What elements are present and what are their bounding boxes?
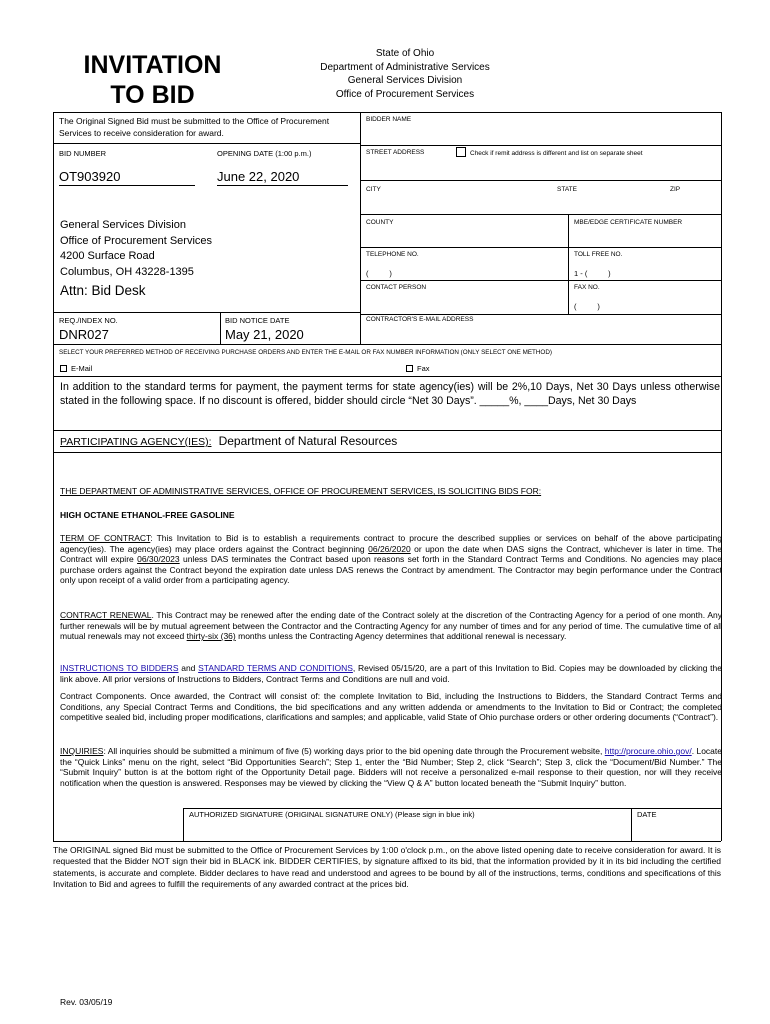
renewal-text: . This Contract may be renewed after the ending date of the Contract solely at the discretion of the Contracting Agency for a period of one month. Any further renewals will be by mutual agreement between the Contractor and the Contracting Agency for any number of times and for any period of time. The cumulative time of all mutual renewals may not exceed <box>60 610 722 642</box>
bid-notice-date-label: BID NOTICE DATE <box>225 316 290 325</box>
bid-number-label: BID NUMBER <box>59 149 107 158</box>
county-field[interactable]: COUNTY <box>366 219 394 226</box>
contract-renewal <box>60 610 722 642</box>
toll-free-label: TOLL FREE NO. <box>574 251 623 258</box>
term-of-contract <box>60 533 722 586</box>
authorized-signature-field[interactable]: AUTHORIZED SIGNATURE (ORIGINAL SIGNATURE ONLY) (Please sign in blue ink) <box>189 810 475 819</box>
agency-header <box>290 47 520 101</box>
address-line: 4200 Surface Road <box>60 250 155 262</box>
bid-notice-date-value: May 21, 2020 <box>225 327 304 342</box>
remit-address-option[interactable] <box>456 147 643 158</box>
contract-components <box>60 691 722 723</box>
state-field[interactable]: STATE <box>557 186 577 193</box>
term-heading: TERM OF CONTRACT <box>60 533 151 543</box>
submit-note: The Original Signed Bid must be submitted to the Office of Procurement Services to receive consideration for award. <box>59 116 330 138</box>
product-name: HIGH OCTANE ETHANOL-FREE GASOLINE <box>60 510 235 520</box>
term-text: or upon the date when DAS signs the Contract, whichever is later in time. The Contract will expire <box>60 543 722 565</box>
remit-checkbox-label: Check if remit address is different and list on separate sheet <box>470 150 643 157</box>
agency-line: Department of Administrative Services <box>320 61 490 73</box>
agency-line: Office of Procurement Services <box>335 88 475 100</box>
mbe-edge-field[interactable]: MBE/EDGE CERTIFICATE NUMBER <box>574 219 683 226</box>
req-index-label: REQ./INDEX NO. <box>59 316 118 325</box>
instructions-text: , Revised 05/15/20, are a part of this Invitation to Bid. Copies may be downloaded by clicking the link above. All prior versions of Instructions to Bidders, Contract Terms and Conditions are null and void. <box>60 663 722 684</box>
bid-number: OT903920 <box>59 169 195 186</box>
inquiries-paragraph <box>60 746 722 788</box>
fax-option-label: Fax <box>417 364 430 373</box>
address-line: Office of Procurement Services <box>60 234 213 247</box>
renewal-heading: CONTRACT RENEWAL <box>60 610 152 620</box>
participating-agency-value: Department of Natural Resources <box>218 434 398 448</box>
req-index-value: DNR027 <box>59 327 109 342</box>
contract-start-date: 06/26/2020 <box>368 543 411 554</box>
title-line-1: INVITATION <box>83 51 222 79</box>
participating-agency <box>60 434 397 449</box>
zip-field[interactable]: ZIP <box>670 186 681 193</box>
term-text: unless DAS terminates the Contract based upon reasons set forth in the Standard Contract Terms and Conditions. No agencies may place purchase orders against the Contract beyond the expiration date unless DAS renews the Contract by amendment. The Contractor may begin performance under the Contract only upon receipt of a valid order from a participating agency. <box>60 554 722 586</box>
email-option-label: E-Mail <box>71 364 93 373</box>
title-line-2: TO BID <box>110 81 195 109</box>
mailing-address <box>60 218 212 280</box>
remit-checkbox[interactable] <box>456 147 466 157</box>
fax-label: FAX NO. <box>574 284 600 291</box>
contact-person-field[interactable]: CONTACT PERSON <box>366 284 427 291</box>
inquiries-heading: INQUIRIES <box>60 746 104 756</box>
bidder-name-field[interactable]: BIDDER NAME <box>366 116 412 123</box>
instructions-to-bidders-link[interactable]: INSTRUCTIONS TO BIDDERS <box>60 663 179 673</box>
street-address-field[interactable]: STREET ADDRESS <box>366 149 425 156</box>
procurement-website-link[interactable]: http://procure.ohio.gov/ <box>604 746 692 756</box>
instructions-paragraph <box>60 663 722 684</box>
soliciting-heading: THE DEPARTMENT OF ADMINISTRATIVE SERVICES, OFFICE OF PROCUREMENT SERVICES, IS SOLICITING BIDS FOR: <box>60 486 542 496</box>
email-checkbox[interactable] <box>60 365 67 372</box>
address-line: Columbus, OH 43228-1395 <box>60 265 194 278</box>
email-option[interactable] <box>60 364 92 373</box>
term-text: : This Invitation to Bid is to establish a requirements contract to procure the described supplies or services on behalf of the above participating agency(ies). The agency(ies) may place orders against the Contract beginning <box>60 533 722 554</box>
opening-date-label: OPENING DATE (1:00 p.m.) <box>217 149 312 158</box>
components-text: Contract Components. Once awarded, the Contract will consist of: the complete Invitation to Bid, including the Instructions to Bidders, the Standard Contract Terms and Conditions, any Special Contract Terms and Conditions, the bid specifications and any written addenda or amendments to the Invitation to Bid or Contract; the completed competitive sealed bid, including proper modifications, clarifications and samples; and applicable, valid State of Ohio purchase orders or other ordering documents (“Contract”). <box>60 691 722 723</box>
toll-free-field[interactable]: 1 - ( ) <box>574 269 611 278</box>
telephone-label: TELEPHONE NO. <box>366 251 419 258</box>
address-line: General Services Division <box>60 219 186 231</box>
standard-terms-link[interactable]: STANDARD TERMS AND CONDITIONS <box>198 663 353 673</box>
inquiries-text: . Locate the “Quick Links” menu on the right, select “Bid Opportunities Search”; Step 1, enter the “Bid Number; Step 2, click “Search”; Step 3, click the “Document/Bid Number.” The “Submit Inquiry” button is at the bottom right of the Opportunity Detail page. Bidders will not receive a personalized e-mail response to their question, nor will they receive notification when the question is answered. Responses may be viewed by clicking the “View Q & A” button located beneath the “Submit Inquiry” button. <box>60 746 722 788</box>
method-prompt: SELECT YOUR PREFERRED METHOD OF RECEIVING PURCHASE ORDERS AND ENTER THE E-MAIL OR FAX NUMBER INFORMATION (ONLY SELECT ONE METHOD) <box>59 349 552 356</box>
city-field[interactable]: CITY <box>366 186 381 193</box>
opening-date: June 22, 2020 <box>217 169 348 186</box>
telephone-field[interactable]: ( ) <box>366 269 392 278</box>
agency-line: General Services Division <box>347 75 463 86</box>
inquiries-text: : All inquiries should be submitted a minimum of five (5) working days prior to the bid opening date through the Procurement website, <box>103 746 605 756</box>
document-title <box>60 50 245 110</box>
contract-end-date: 06/30/2023 <box>137 554 180 565</box>
renewal-limit: thirty-six (36) <box>186 631 236 642</box>
renewal-text: months unless the Contracting Agency determines that additional renewal is necessary. <box>235 631 567 642</box>
instructions-text: and <box>178 663 199 673</box>
fax-field[interactable]: ( ) <box>574 302 600 311</box>
fax-option[interactable] <box>406 364 430 373</box>
contractor-email-field[interactable]: CONTRACTOR'S E-MAIL ADDRESS <box>366 316 474 323</box>
payment-terms: In addition to the standard terms for payment, the payment terms for state agency(ies) will be 2%,10 Days, Net 30 Days unless otherwise stated in the following space. If no discount is offered, bidder should circle “Net 30 Days”. _____%, ____Days, Net 30 Days <box>60 381 720 407</box>
agency-line: State of Ohio <box>375 48 435 59</box>
signature-date-field[interactable]: DATE <box>637 810 657 819</box>
revision-label: Rev. 03/05/19 <box>60 997 113 1007</box>
participating-agency-label: PARTICIPATING AGENCY(IES): <box>60 436 212 448</box>
fax-checkbox[interactable] <box>406 365 413 372</box>
attn-line: Attn: Bid Desk <box>60 283 146 298</box>
original-bid-note: The ORIGINAL signed Bid must be submitted to the Office of Procurement Services by 1:00 o'clock p.m., on the above listed opening date to receive consideration for award. It is requested that the Bidder NOT sign their bid in BLACK ink. BIDDER CERTIFIES, by signature affixed to its bid, that the information provided by it in its bid including the certified statements, is accurate and complete. Bidder declares to have read and understood and agrees to be bound by all of the instructions, terms, conditions and specifications of this Invitation to Bid and agrees to fulfill the requirements of any awarded contract at the prices bid. <box>53 845 721 889</box>
